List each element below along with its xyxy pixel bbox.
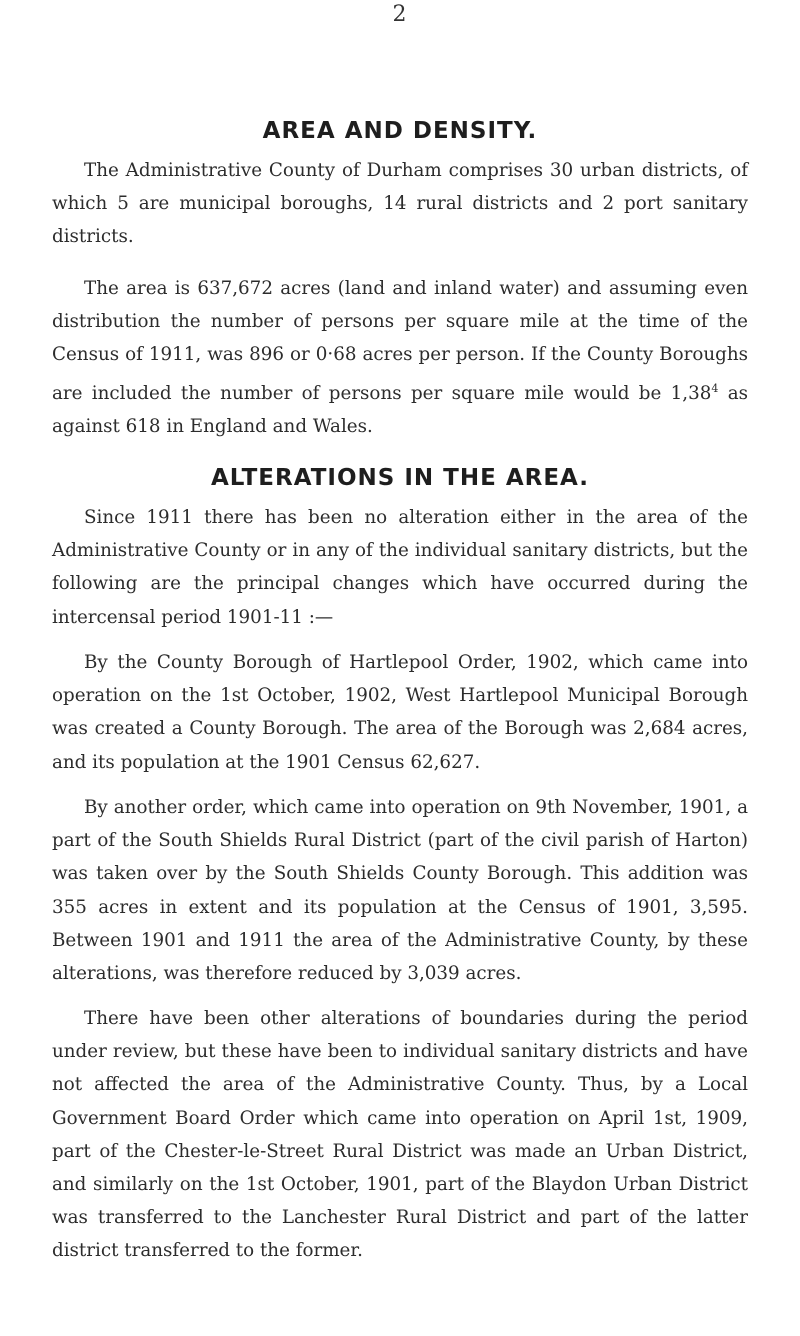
paragraph-hartlepool-order: By the County Borough of Hartlepool Order, 1902, which came into operation on the 1st October, 1902, West Hartlepool Municipal Borough was created a County Borough. The area of the Borough was 2,684 acres, and its population at the 1901 Census 62,627.: [52, 652, 748, 773]
paragraph-districts: The Administrative County of Durham comprises 30 urban districts, of which 5 are municipal boroughs, 14 rural districts and 2 port sanitary districts.: [52, 160, 748, 248]
section-heading-area-density: AREA AND DENSITY.: [262, 118, 538, 144]
page-number: 2: [392, 2, 408, 27]
paragraph-south-shields-order: By another order, which came into operation on 9th November, 1901, a part of the South Shields Rural District (part of the civil parish of Harton) was taken over by the South Shields County Borough. This addition was 355 acres in extent and its population at the Census of 1901, 3,595. Between 1901 and 1911 the area of the Administrative County, by these alterations, was therefore reduced by 3,039 acres.: [52, 797, 748, 985]
paragraph-no-alteration: Since 1911 there has been no alteration either in the area of the Administrative County or in any of the individual sanitary districts, but the following are the principal changes which have occurred during the intercensal period 1901-11 :—: [52, 507, 748, 628]
density-text: The area is 637,672 acres (land and inland water) and assuming even distribution the number of persons per square mile at the time of the Census of 1911, was 896 or 0·68 acres per person. If the County Boroughs are included the number of persons per square mile would be 1,38: [52, 278, 748, 404]
density-superscript: 4: [711, 381, 719, 395]
paragraph-density: [52, 272, 748, 443]
paragraph-other-alterations: There have been other alterations of boundaries during the period under review, but these have been to individual sanitary districts and have not affected the area of the Administrative County. Thus, by a Local Government Board Order which came into operation on April 1st, 1909, part of the Chester-le-Street Rural District was made an Urban District, and similarly on the 1st October, 1901, part of the Blaydon Urban District was transferred to the Lanchester Rural District and part of the latter district transferred to the former.: [52, 1008, 748, 1262]
section-heading-alterations: ALTERATIONS IN THE AREA.: [210, 465, 590, 491]
density-text-tail: as against 618 in England and Wales.: [52, 382, 748, 437]
